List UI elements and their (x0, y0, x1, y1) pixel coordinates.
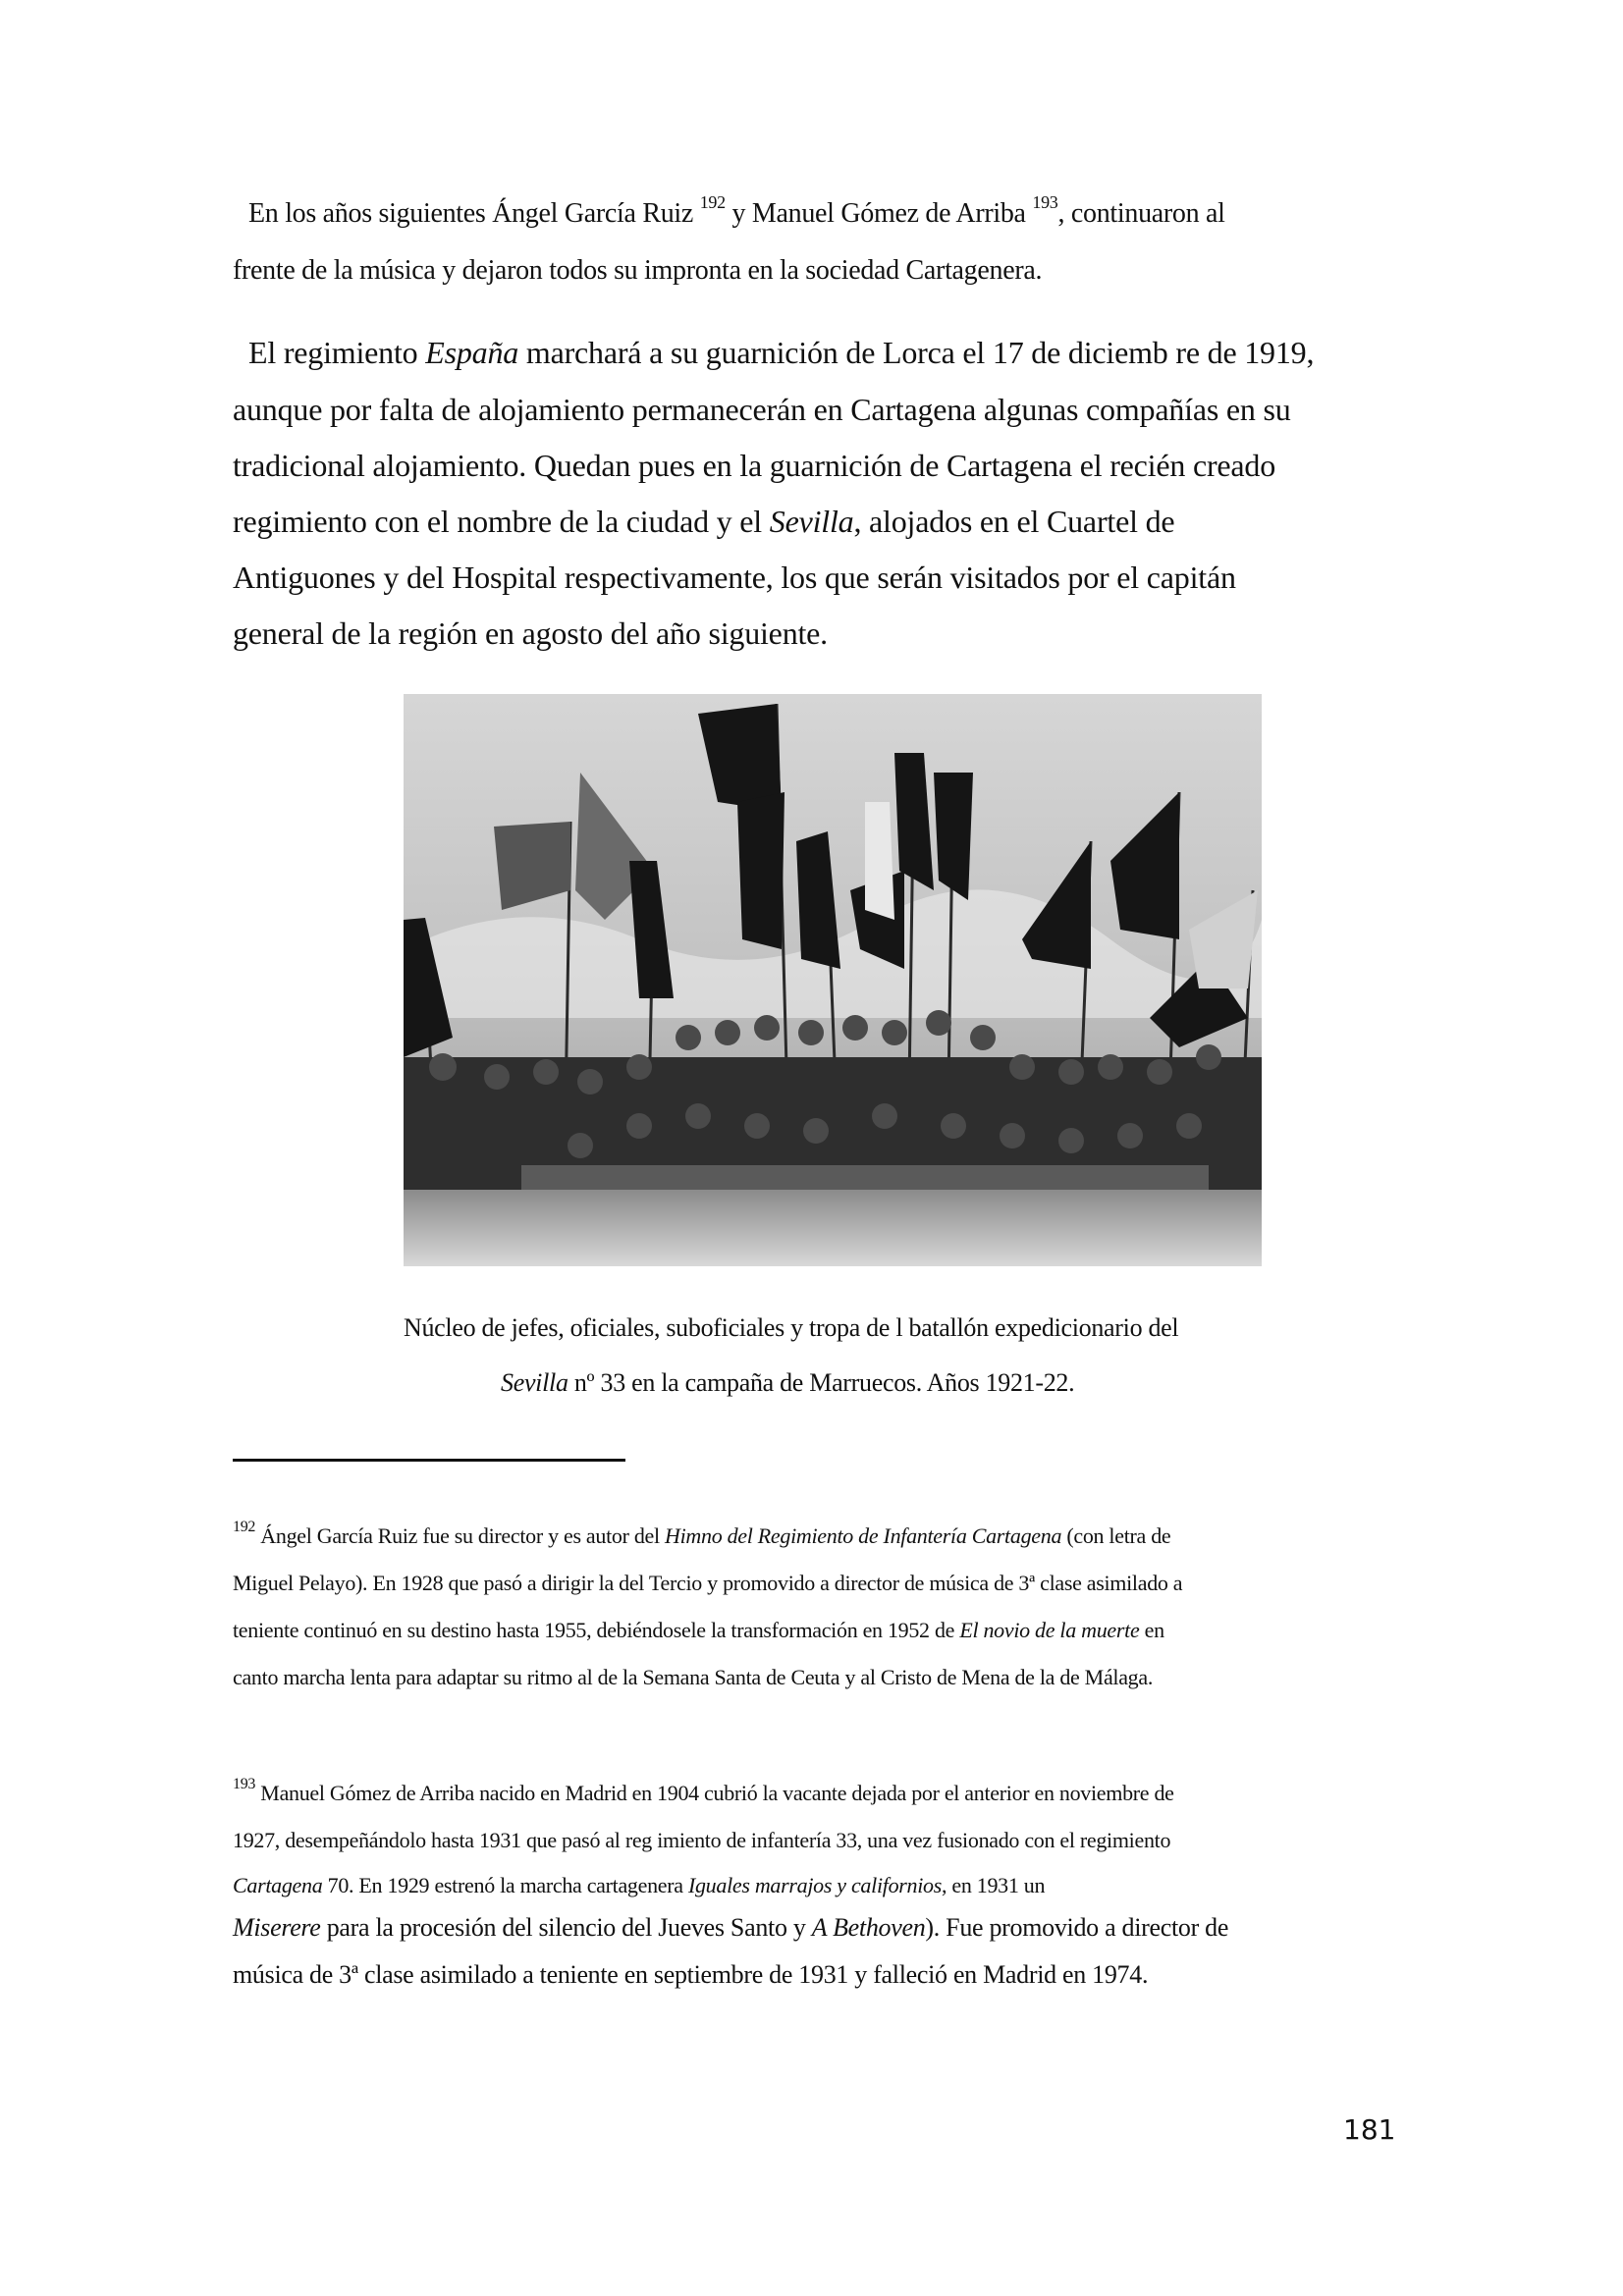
intro-line-1 (248, 191, 1225, 232)
footnote-text: (con letra de (1061, 1523, 1171, 1548)
footnote-text: Manuel Gómez de Arriba nacido en Madrid en 1904 cubrió la vacante dejada por el anterior en noviembre de (255, 1781, 1174, 1805)
footnote-italic: A Bethoven (811, 1913, 926, 1942)
paragraph-text: El regimiento (248, 335, 426, 370)
intro-line-2: frente de la música y dejaron todos su impronta en la sociedad Cartagenera. (233, 255, 1043, 286)
footnote-separator (233, 1459, 625, 1462)
paragraph-line-5: Antiguones y del Hospital respectivamente, los que serán visitados por el capitán (233, 560, 1236, 595)
footnote-text: ). Fue promovido a director de (925, 1913, 1229, 1942)
footnote-text: 70. En 1929 estrenó la marcha cartagenera (322, 1873, 688, 1897)
paragraph-line-2: aunque por falta de alojamiento permanecerán en Cartagena algunas compañías en su (233, 392, 1291, 427)
footnote-ref-192[interactable]: 192 (699, 191, 726, 212)
caption-italic: Sevilla (501, 1368, 568, 1397)
paragraph-text: marchará a su guarnición de Lorca el 17 de diciemb re de 1919, (518, 335, 1315, 370)
paragraph-italic: Sevilla (769, 504, 854, 539)
intro-text: y Manuel Gómez de Arriba (725, 198, 1033, 229)
footnote-italic: Cartagena (233, 1873, 323, 1897)
footnote-text: para la procesión del silencio del Jueves Santo y (320, 1913, 812, 1942)
intro-text: , continuaron al (1057, 198, 1225, 229)
footnote-192-line-1 (233, 1518, 1171, 1551)
paragraph-text: regimiento con el nombre de la ciudad y el (233, 504, 770, 539)
paragraph-line-1 (248, 333, 1314, 372)
footnote-italic: Miserere (233, 1913, 321, 1942)
footnote-ref-193[interactable]: 193 (1032, 191, 1058, 212)
footnote-193-line-1 (233, 1775, 1174, 1808)
paragraph-line-4 (233, 502, 1174, 541)
footnote-192-line-4: canto marcha lenta para adaptar su ritmo al de la Semana Santa de Ceuta y al Cristo de Mena de la de Málaga. (233, 1665, 1154, 1689)
footnote-193-line-3 (233, 1871, 1045, 1900)
footnote-italic: Iguales marrajos y californios (687, 1873, 943, 1897)
footnote-number: 193 (233, 1775, 256, 1792)
footnote-192-line-2: Miguel Pelayo). En 1928 que pasó a dirigir la del Tercio y promovido a director de música de 3ª clase asimilado a (233, 1571, 1183, 1595)
footnote-italic: El novio de la muerte (959, 1618, 1140, 1642)
caption-text: nº 33 en la campaña de Marruecos. Años 1921-22. (568, 1368, 1075, 1397)
paragraph-text: , alojados en el Cuartel de (853, 504, 1175, 539)
footnote-193-line-4 (233, 1911, 1228, 1945)
paragraph-italic: España (425, 335, 519, 370)
paragraph-line-3: tradicional alojamiento. Quedan pues en la guarnición de Cartagena el recién creado (233, 448, 1276, 483)
page-number: 181 (1343, 2113, 1396, 2146)
intro-text: En los años siguientes Ángel García Ruiz (248, 198, 700, 229)
photo-illustration (404, 694, 1262, 1266)
footnote-text: teniente continuó en su destino hasta 1955, debiéndosele la transformación en 1952 de (233, 1618, 960, 1642)
footnote-193-line-5: música de 3ª clase asimilado a teniente en septiembre de 1931 y falleció en Madrid en 1974. (233, 1960, 1149, 1989)
footnote-number: 192 (233, 1518, 256, 1535)
caption-line-1: Núcleo de jefes, oficiales, suboficiales y tropa de l batallón expedicionario del (404, 1313, 1179, 1342)
paragraph-line-6: general de la región en agosto del año siguiente. (233, 615, 828, 651)
footnote-192-line-3 (233, 1616, 1164, 1645)
caption-line-2 (501, 1366, 1074, 1400)
historical-photograph (404, 694, 1262, 1266)
footnote-text: en (1139, 1618, 1164, 1642)
footnote-italic: Himno del Regimiento de Infantería Cartagena (665, 1523, 1062, 1548)
footnote-text: , en 1931 un (942, 1873, 1046, 1897)
footnote-193-line-2: 1927, desempeñándolo hasta 1931 que pasó al reg imiento de infantería 33, una vez fusionado con el regimiento (233, 1828, 1171, 1852)
footnote-text: Ángel García Ruiz fue su director y es autor del (255, 1523, 666, 1548)
